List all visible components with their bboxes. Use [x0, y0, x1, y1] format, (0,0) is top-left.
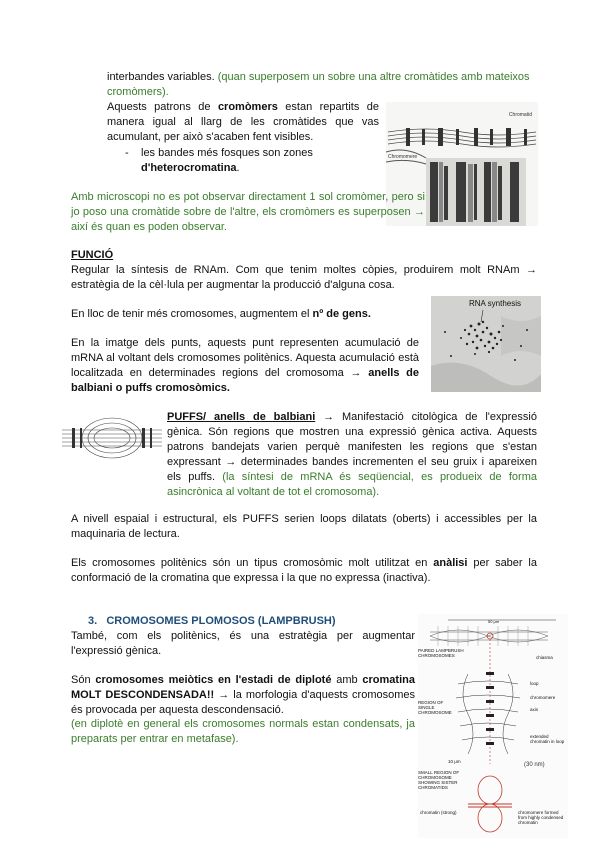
p-bold: cromatina MOLT DESCONDENSADA!!	[71, 674, 415, 701]
section-title: CROMOSOMES PLOMOSOS (LAMPBRUSH)	[106, 615, 336, 627]
lampbrush-label-extended: extended chromatin in loop	[530, 734, 565, 744]
p-text: per saber la conformació de la cromatina que expressa i la que no expressa (inactiva).	[71, 557, 537, 584]
bullet-bold: d'heterocromatina	[141, 162, 237, 174]
politenics-paragraph	[71, 556, 537, 586]
nivell-paragraph: A nivell espaial i estructural, els PUFFS serien loops dilatats (oberts) i accessibles per la maquinaria de lectura.	[71, 513, 537, 540]
p-text: Aquests patrons de	[107, 101, 211, 113]
microscopi-paragraph: Amb microscopi no es pot observar directament 1 sol cromòmer, pero si jo poso una cromàtide sobre de l'altre, els cromòmers es superposen → així és quan es poden observar.	[71, 191, 425, 233]
p-text: amb	[336, 674, 358, 686]
lampbrush-label-chiasma: chiasma	[536, 655, 553, 660]
funcio-heading: FUNCIÓ	[71, 249, 114, 261]
chromatid-label: Chromatid	[508, 112, 532, 118]
p-bold: anàlisi	[433, 557, 468, 569]
p-text: En la imatge dels punts, aquests punt representen acumulació de mRNA al voltant dels cromosomes politènics. Aquesta acumulació està localitzada en determinades regions del cromosoma →	[71, 337, 419, 379]
lampbrush-figure	[418, 614, 568, 838]
section-3-paragraph-1: També, com els politènics, és una estratègia per augmentar l'expressió gènica.	[71, 630, 415, 657]
funcio-paragraph-2	[71, 307, 421, 322]
bullet-text: les bandes més fosques son zones	[141, 147, 313, 159]
p-text: → la morfologia d'aquests cromosomes és provocada per aquesta descondensació.	[71, 689, 415, 716]
section-3-heading	[88, 614, 336, 629]
p-text: Els cromosomes politènics són un tipus cromosòmic molt utilitzat en	[71, 557, 428, 569]
rna-synthesis-figure	[431, 296, 541, 392]
lampbrush-scale-10: 10 μm	[448, 759, 461, 764]
intro-line	[107, 70, 537, 100]
p-text: En lloc de tenir més cromosomes, augmentem el	[71, 308, 310, 320]
p-bold: cromosomes meiòtics en l'estadi de diploté	[95, 674, 332, 686]
bullet-item	[125, 146, 379, 176]
puffs-title: PUFFS/ anells de balbiani	[167, 411, 316, 423]
p-text: Són	[71, 674, 91, 686]
section-3-green-paragraph: (en diplotè en general els cromosomes normals estan condensats, ja preparats per entrar en metafase).	[71, 718, 415, 745]
bullet-dash: -	[125, 147, 129, 159]
lampbrush-label-chromomere: chromomere	[530, 695, 556, 700]
section-number: 3.	[88, 615, 98, 627]
intro-green-text: (quan superposem un sobre una altre cromàtides amb mateixos cromòmers).	[107, 71, 530, 98]
lampbrush-label-small-region: SMALL REGION OF CHROMOSOME SHOWING SISTER CHROMATIDS	[418, 770, 460, 790]
puff-figure	[62, 404, 162, 474]
p-text: estan repartits de manera igual al llarg de les cromàtides que vas acumulant, per això s'acaben fent visibles.	[107, 101, 379, 143]
funcio-paragraph-3	[71, 336, 419, 396]
rna-synthesis-label: RNA synthesis	[469, 299, 522, 308]
p-bold: anells de balbiani o puffs cromosòmics.	[71, 367, 420, 394]
lampbrush-scale-top: 50 μm	[488, 619, 500, 624]
lampbrush-label-30nm: (30 nm)	[524, 762, 545, 768]
puffs-paragraph	[167, 410, 537, 500]
p-bold: nº de gens.	[312, 308, 371, 320]
lampbrush-label-region: REGION OF SINGLE CHROMOSOME	[418, 700, 452, 715]
funcio-paragraph-1: Regular la síntesis de RNAm. Com que tenim moltes còpies, produirem molt RNAm → estratègia de la cèl·lula per augmentar la producció d'alguna cosa.	[71, 264, 537, 291]
chromomere-label: Chromomere	[388, 154, 418, 160]
bullet-end: .	[236, 162, 240, 174]
lampbrush-label-loop: loop	[530, 681, 539, 686]
lampbrush-label-chromomere-formed: chromomere formed from highly condensed chromatin	[518, 810, 564, 825]
arrow: →	[323, 411, 335, 423]
lampbrush-label-paired: PAIRED LAMPBRUSH CHROMOSOMES	[418, 648, 464, 658]
intro-text: interbandes variables.	[107, 71, 215, 83]
p-bold: cromòmers	[217, 101, 278, 113]
section-3-paragraph-2	[71, 673, 415, 718]
puffs-text: Manifestació citològica de l'expressió gènica. Són regions que mostren una expressió gènica activa. Aquests patrons bandejats varien perquè manifesten les regions que s'estan expressant → determinades bandes incrementen el seu gruix i apareixen els puffs.	[167, 411, 537, 483]
cromomers-paragraph	[107, 100, 379, 145]
lampbrush-label-axis: axis	[530, 707, 539, 712]
lampbrush-label-chromatin: chromatin (strong)	[420, 810, 457, 815]
puffs-green-text: (la síntesi de mRNA és seqüencial, es produeix de forma asincrònica al voltant de tot el cromosoma).	[167, 471, 537, 498]
